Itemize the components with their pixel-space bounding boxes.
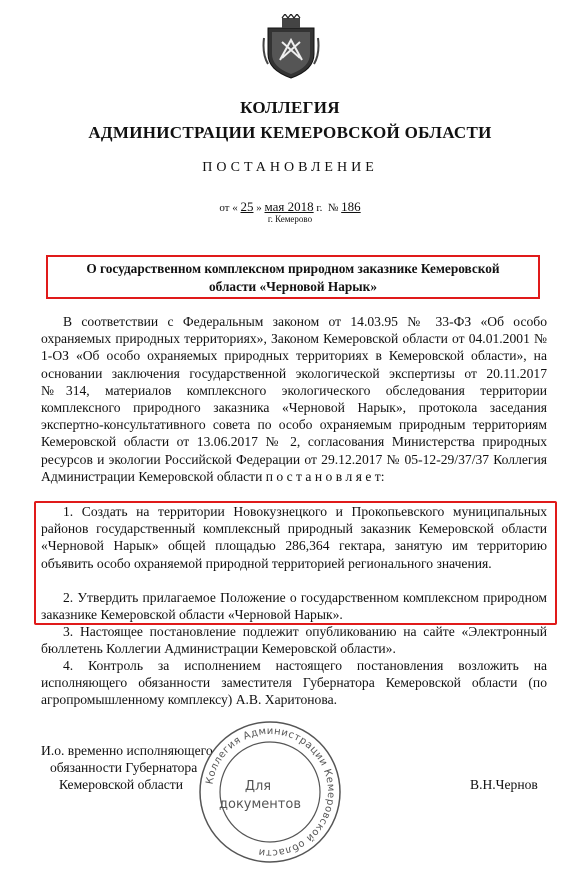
date-suffix: г. [316, 202, 323, 214]
city: г. Кемерово [267, 214, 313, 224]
document-type: ПОСТАНОВЛЕНИЕ [202, 160, 378, 175]
document-number: 186 [341, 199, 361, 214]
coat-of-arms-icon [262, 14, 320, 80]
title-line2: области «Черновой Нарык» [209, 279, 377, 294]
item-3: 3. Настоящее постановление подлежит опубликованию на сайте «Электронный бюллетень Коллегии Администрации Кемеровской области». [41, 624, 547, 657]
date-month-year: мая 2018 [264, 199, 314, 214]
org-name-line1: КОЛЛЕГИЯ [240, 98, 340, 117]
item-1: 1. Создать на территории Новокузнецкого и Прокопьевского муниципальных районов государственный комплексный природный заказник Кемеровской области «Черновой Нарык» общей площадью 286,364 гектара, занятую им территорию объявить особо охраняемой природной территорией регионального значения. [41, 504, 547, 571]
title-line1: О государственном комплексном природном заказнике Кемеровской [86, 261, 500, 276]
position-line2: обязанности Губернатора [50, 760, 198, 775]
number-prefix: № [327, 202, 339, 214]
preamble-paragraph: В соответствии с Федеральным законом от 14.03.95 № 33-ФЗ «Об особо охраняемых природных территориях», Законом Кемеровской области от 04.01.2001 № 1-ОЗ «Об особо охраняемых природных территориях в Кемеровской области», на основании заключения государственной экологической экспертизы от 20.11.2017 №314, материалов комплексного экологического обследования территории комплексного природного заказника «Черновой Нарык», протокола заседания экспертно-консультативного совета по особо охраняемым природным территориям Кемеровской области от 13.06.2017 № 2, согласования Министерства природных ресурсов и экологии Российской Федерации от 29.12.2017 № 05-12-29/37/37 Коллегия Администрации Кемеровской области п о с т а н о в л я е т: [41, 314, 547, 484]
date-day: 25 [240, 199, 254, 214]
document-title [46, 255, 540, 299]
position-line3: Кемеровской области [59, 777, 184, 792]
date-line [0, 199, 580, 215]
official-stamp [196, 718, 344, 866]
date-prefix: от « [219, 202, 238, 214]
stamp-center-line2: документов [219, 797, 301, 812]
item-4: 4. Контроль за исполнением настоящего постановления возложить на исполняющего обязанности заместителя Губернатора Кемеровской области (по агропромышленному комплексу) А.В. Харитонова. [41, 658, 547, 708]
position-line1: И.о. временно исполняющего [41, 743, 213, 758]
stamp-center-line1: Для [244, 779, 272, 794]
org-name-line2: АДМИНИСТРАЦИИ КЕМЕРОВСКОЙ ОБЛАСТИ [88, 123, 492, 142]
signatory-name: В.Н.Чернов [470, 777, 538, 792]
item-2: 2. Утвердить прилагаемое Положение о государственном комплексном природном заказнике Кемеровской области «Черновой Нарык». [41, 590, 547, 623]
signatory-position [41, 742, 213, 793]
date-mid: » [256, 202, 262, 214]
stamp-ring-text: Коллегия Администрации Кемеровской области [204, 725, 337, 859]
